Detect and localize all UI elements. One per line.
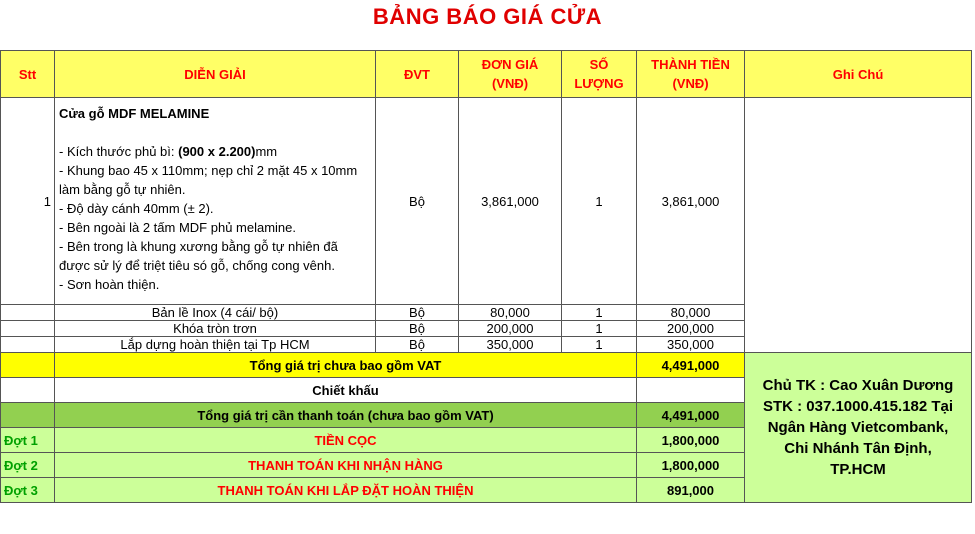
- installment-value: 1,800,000: [637, 428, 745, 453]
- main-item-description: [55, 98, 376, 305]
- main-item-stt: 1: [1, 98, 55, 305]
- subtotal-row: [1, 353, 972, 378]
- installment-value: 1,800,000: [637, 453, 745, 478]
- sub-item-price: 80,000: [459, 305, 562, 321]
- main-item-total: 3,861,000: [637, 98, 745, 305]
- subtotal-value: 4,491,000: [637, 353, 745, 378]
- header-description: DIỄN GIẢI: [55, 51, 376, 98]
- header-quantity: [562, 51, 637, 98]
- sub-item-stt: [1, 321, 55, 337]
- sub-item-unit: Bộ: [376, 321, 459, 337]
- main-item-unit: Bộ: [376, 98, 459, 305]
- sub-item-qty: 1: [562, 321, 637, 337]
- sub-item-qty: 1: [562, 337, 637, 353]
- bank-branch: Chi Nhánh Tân Định,: [784, 440, 932, 457]
- notes-cell: [745, 98, 972, 353]
- page-title: BẢNG BÁO GIÁ CỬA: [372, 4, 603, 29]
- sub-item-unit: Bộ: [376, 337, 459, 353]
- header-notes: Ghi Chú: [745, 51, 972, 98]
- installment-phase: Đợt 3: [1, 478, 55, 503]
- main-item-name: Cửa gỗ MDF MELAMINE: [59, 106, 210, 121]
- bank-city: TP.HCM: [830, 461, 886, 478]
- sub-item-price: 200,000: [459, 321, 562, 337]
- installment-phase: Đợt 1: [1, 428, 55, 453]
- main-item-price: 3,861,000: [459, 98, 562, 305]
- spec-line-thickness: - Độ dày cánh 40mm (± 2).: [59, 201, 214, 216]
- header-row: [1, 51, 972, 98]
- quotation-table: [0, 50, 972, 503]
- installment-value: 891,000: [637, 478, 745, 503]
- sub-item-qty: 1: [562, 305, 637, 321]
- main-item-size: - Kích thước phủ bì: (900 x 2.200)mm: [59, 144, 278, 159]
- installment-label: THANH TOÁN KHI LẮP ĐẶT HOÀN THIỆN: [55, 478, 637, 503]
- sub-item-total: 80,000: [637, 305, 745, 321]
- header-unit: ĐVT: [376, 51, 459, 98]
- sub-item-desc: Khóa tròn trơn: [55, 321, 376, 337]
- sub-item-total: 200,000: [637, 321, 745, 337]
- header-quantity-line1: SỐ: [589, 57, 609, 72]
- installment-label: THANH TOÁN KHI NHẬN HÀNG: [55, 453, 637, 478]
- sub-item-stt: [1, 305, 55, 321]
- sub-item-total: 350,000: [637, 337, 745, 353]
- main-item-row: [1, 98, 972, 305]
- header-unit-price: [459, 51, 562, 98]
- bank-account-number: STK : 037.1000.415.182 Tại: [762, 398, 954, 415]
- header-amount-line1: THÀNH TIỀN: [651, 57, 730, 72]
- payable-value: 4,491,000: [637, 403, 745, 428]
- installment-phase: Đợt 2: [1, 453, 55, 478]
- installment-label: TIỀN CỌC: [55, 428, 637, 453]
- header-unit-price-line2: (VNĐ): [491, 76, 529, 91]
- bank-name: Ngân Hàng Vietcombank,: [767, 419, 949, 436]
- header-unit-price-line1: ĐƠN GIÁ: [481, 57, 539, 72]
- payable-stt: [1, 403, 55, 428]
- sub-item-unit: Bộ: [376, 305, 459, 321]
- sub-item-desc: Lắp dựng hoàn thiện tại Tp HCM: [55, 337, 376, 353]
- discount-value: [637, 378, 745, 403]
- header-amount: [637, 51, 745, 98]
- spec-line-finish: - Sơn hoàn thiện.: [59, 277, 160, 292]
- header-stt: Stt: [1, 51, 55, 98]
- sub-item-stt: [1, 337, 55, 353]
- discount-stt: [1, 378, 55, 403]
- subtotal-label: Tổng giá trị chưa bao gồm VAT: [55, 353, 637, 378]
- subtotal-stt: [1, 353, 55, 378]
- bank-info: [745, 353, 972, 503]
- spec-line-interior: - Bên trong là khung xương bằng gỗ tự nhiên đã được sử lý để triệt tiêu só gỗ, chống cong vênh.: [59, 239, 338, 273]
- sub-item-desc: Bản lề Inox (4 cái/ bộ): [55, 305, 376, 321]
- discount-label: Chiết khấu: [55, 378, 637, 403]
- payable-label: Tổng giá trị cần thanh toán (chưa bao gồm VAT): [55, 403, 637, 428]
- header-quantity-line2: LƯỢNG: [574, 76, 624, 91]
- main-item-qty: 1: [562, 98, 637, 305]
- spec-line-exterior: - Bên ngoài là 2 tấm MDF phủ melamine.: [59, 220, 296, 235]
- header-amount-line2: (VNĐ): [672, 76, 709, 91]
- sub-item-price: 350,000: [459, 337, 562, 353]
- bank-account-holder: Chủ TK : Cao Xuân Dương: [762, 377, 954, 394]
- spec-line-frame: - Khung bao 45 x 110mm; nẹp chỉ 2 mặt 45 x 10mm làm bằng gỗ tự nhiên.: [59, 163, 358, 197]
